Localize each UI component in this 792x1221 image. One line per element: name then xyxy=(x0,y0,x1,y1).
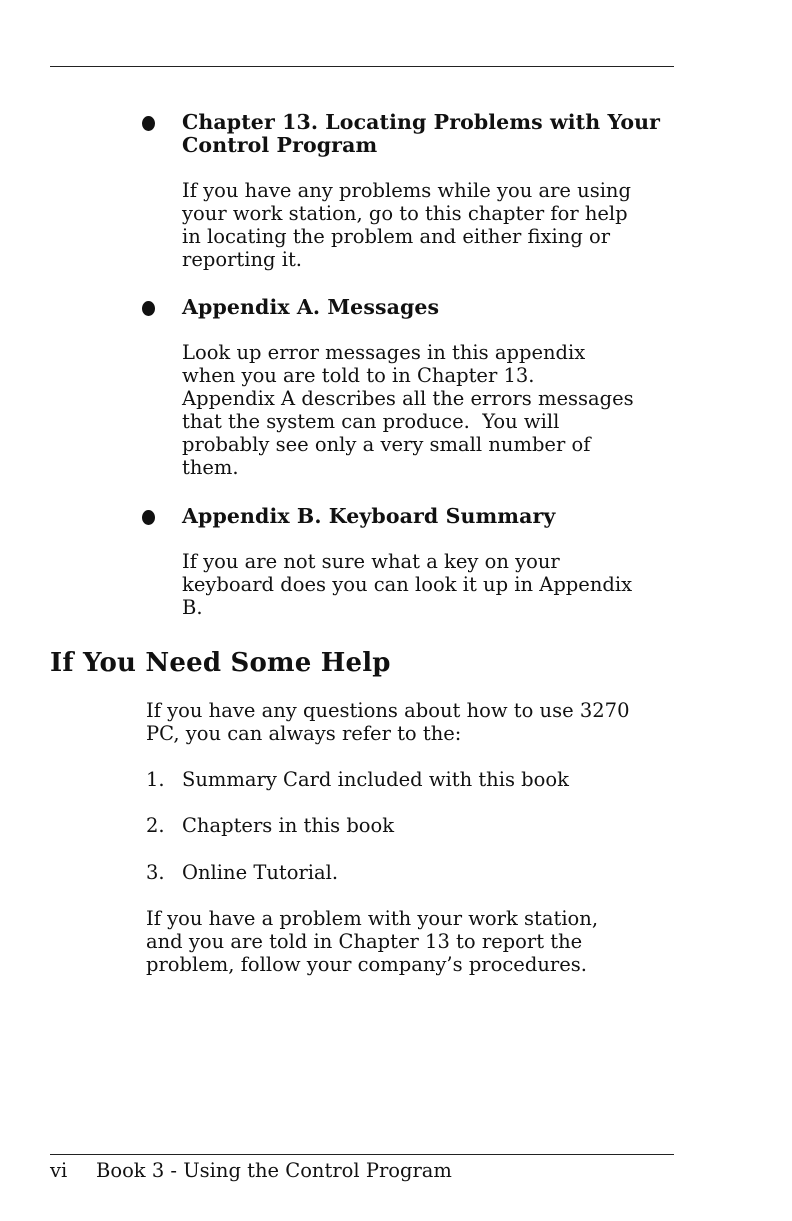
section-heading: If You Need Some Help xyxy=(50,648,391,678)
list-item-number: 1. xyxy=(146,768,165,791)
entry-description xyxy=(182,550,682,619)
entry-title xyxy=(182,111,682,157)
entry-description xyxy=(182,179,682,271)
list-item-number: 3. xyxy=(146,861,165,884)
text-line: If you have any questions about how to use 3270 xyxy=(146,699,630,722)
text-line: Look up error messages in this appendix xyxy=(182,341,586,364)
text-line: in locating the problem and either fixing or xyxy=(182,225,611,248)
text-line: reporting it. xyxy=(182,248,302,271)
bullet-dot-icon xyxy=(142,510,155,525)
list-item xyxy=(146,768,569,791)
text-line: keyboard does you can look it up in Appendix xyxy=(182,573,633,596)
list-item-text: Summary Card included with this book xyxy=(182,768,569,791)
text-line: probably see only a very small number of xyxy=(182,433,591,456)
text-line: that the system can produce. You will xyxy=(182,410,560,433)
bullet-dot-icon xyxy=(142,301,155,316)
entry-title xyxy=(182,296,682,319)
text-line: and you are told in Chapter 13 to report the xyxy=(146,930,583,953)
text-line: If you have a problem with your work station, xyxy=(146,907,599,930)
entry-title-line: Appendix A. Messages xyxy=(182,295,440,319)
entry-title-line: Appendix B. Keyboard Summary xyxy=(182,504,556,528)
bullet-dot-icon xyxy=(142,116,155,131)
running-footer-title: Book 3 - Using the Control Program xyxy=(96,1159,452,1182)
text-line: If you are not sure what a key on your xyxy=(182,550,560,573)
help-closing-paragraph xyxy=(146,907,686,976)
text-line: B. xyxy=(182,596,203,619)
text-line: Appendix A describes all the errors messages xyxy=(182,387,634,410)
list-item-text: Online Tutorial. xyxy=(182,861,339,884)
list-item xyxy=(146,861,338,884)
list-item-text: Chapters in this book xyxy=(182,814,395,837)
top-rule xyxy=(50,66,674,67)
bullet-entry-appendix-b xyxy=(142,505,682,619)
entry-title-line: Control Program xyxy=(182,133,378,157)
footer-rule xyxy=(50,1154,674,1155)
text-line: If you have any problems while you are using xyxy=(182,179,631,202)
text-line: PC, you can always refer to the: xyxy=(146,722,462,745)
bullet-entry-appendix-a xyxy=(142,296,682,479)
bullet-entry-chapter-13 xyxy=(142,111,682,271)
page-footer xyxy=(50,1158,452,1184)
text-line: them. xyxy=(182,456,239,479)
help-intro-paragraph xyxy=(146,699,686,745)
text-line: your work station, go to this chapter for help xyxy=(182,202,628,225)
entry-title-line: Chapter 13. Locating Problems with Your xyxy=(182,110,661,134)
text-line: problem, follow your company’s procedures. xyxy=(146,953,587,976)
text-line: when you are told to in Chapter 13. xyxy=(182,364,535,387)
entry-title xyxy=(182,505,682,528)
entry-description xyxy=(182,341,682,479)
list-item xyxy=(146,814,394,837)
page-number: vi xyxy=(50,1159,68,1182)
list-item-number: 2. xyxy=(146,814,165,837)
